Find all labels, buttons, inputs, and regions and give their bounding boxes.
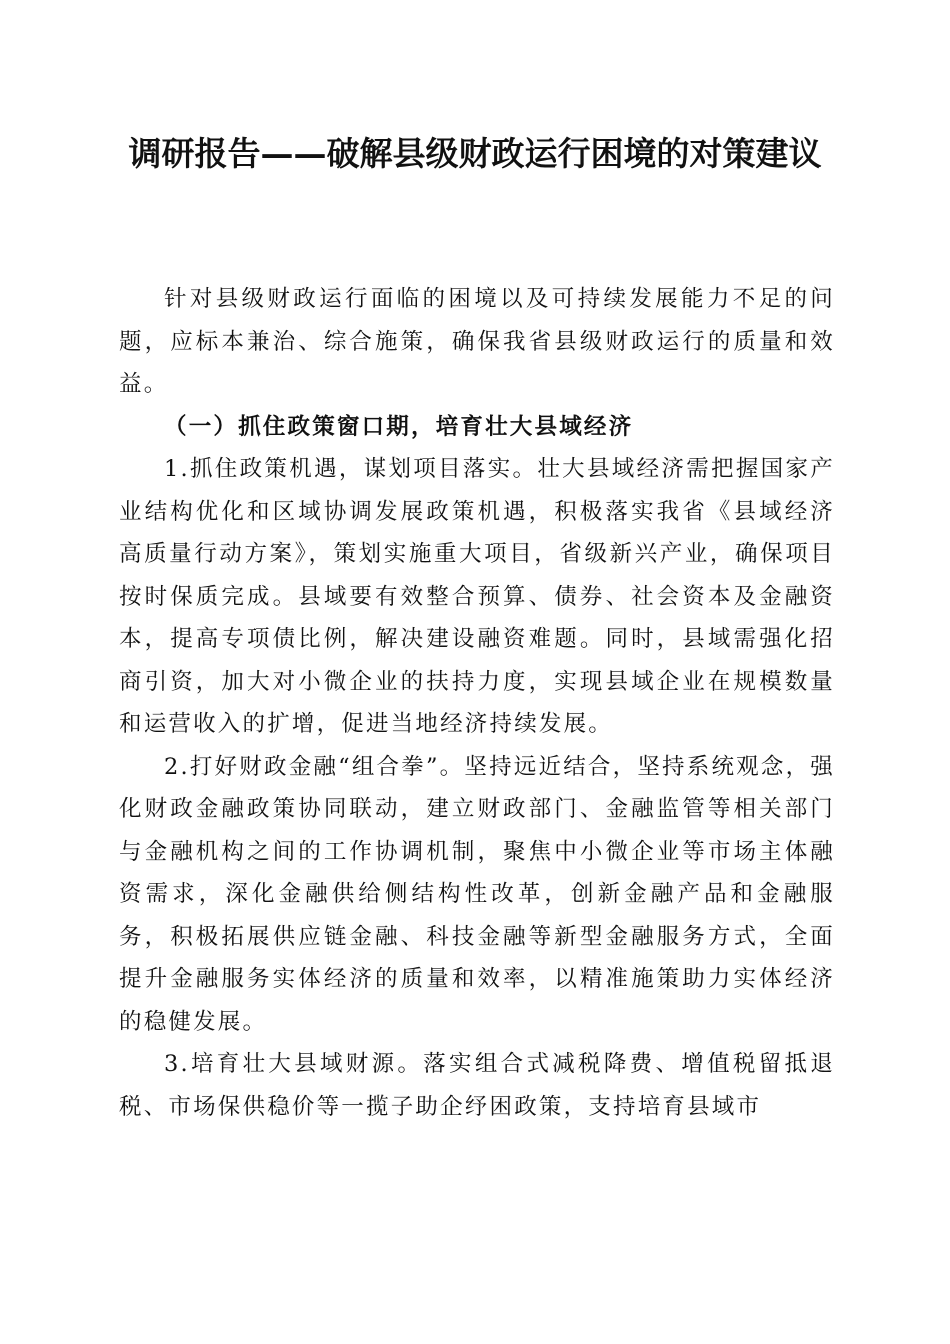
paragraph-item-1: 1.抓住政策机遇，谋划项目落实。壮大县域经济需把握国家产业结构优化和区域协调发展政策机遇，积极落实我省《县域经济高质量行动方案》，策划实施重大项目，省级新兴产业，确保项目按时保质完成。县域要有效整合预算、债券、社会资本及金融资本，提高专项债比例，解决建设融资难题。同时，县域需强化招商引资，加大对小微企业的扶持力度，实现县域企业在规模数量和运营收入的扩增，促进当地经济持续发展。 bbox=[119, 456, 835, 737]
paragraph-item-3: 3.培育壮大县域财源。落实组合式减税降费、增值税留抵退税、市场保供稳价等一揽子助企纾困政策，支持培育县域市 bbox=[119, 1051, 835, 1120]
document-body bbox=[119, 278, 835, 1128]
section-heading-1: （一）抓住政策窗口期，培育壮大县域经济 bbox=[164, 413, 634, 440]
document-title: 调研报告——破解县级财政运行困境的对策建议 bbox=[128, 134, 822, 173]
paragraph-item-2: 2.打好财政金融“组合拳”。坚持远近结合，坚持系统观念，强化财政金融政策协同联动，建立财政部门、金融监管等相关部门与金融机构之间的工作协调机制，聚焦中小微企业等市场主体融资需求，深化金融供给侧结构性改革，创新金融产品和金融服务，积极拓展供应链金融、科技金融等新型金融服务方式，全面提升金融服务实体经济的质量和效率，以精准施策助力实体经济的稳健发展。 bbox=[119, 753, 835, 1035]
paragraph-intro: 针对县级财政运行面临的困境以及可持续发展能力不足的问题，应标本兼治、综合施策，确保我省县级财政运行的质量和效益。 bbox=[119, 286, 835, 397]
